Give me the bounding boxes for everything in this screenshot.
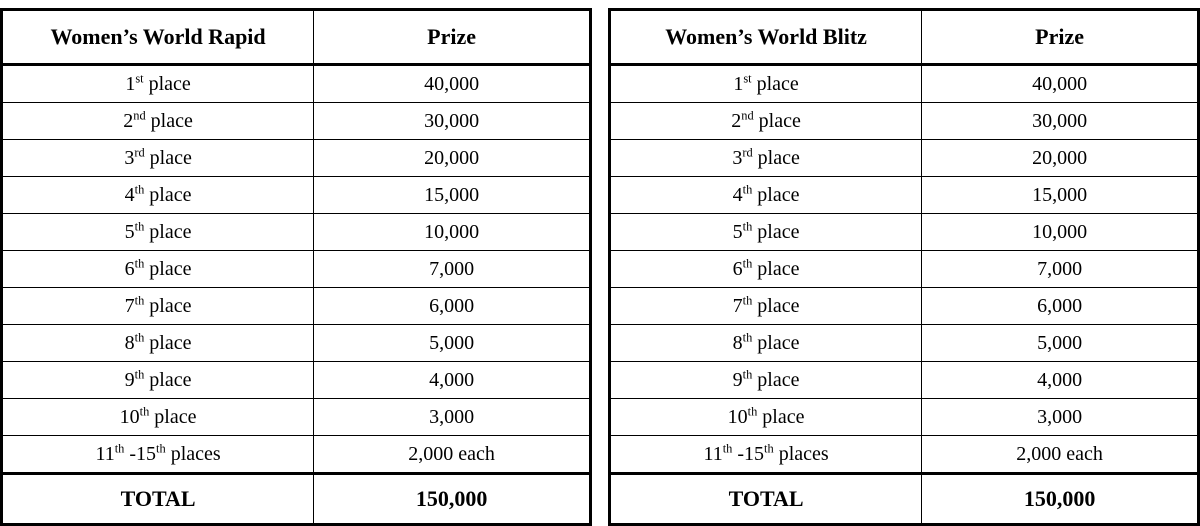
table-row bbox=[2, 251, 591, 288]
place-cell bbox=[610, 399, 922, 436]
womens-world-blitz-prize-table bbox=[608, 8, 1200, 526]
place-label: 1st place bbox=[733, 71, 799, 95]
place-label: 3rd place bbox=[124, 145, 192, 169]
table-row bbox=[2, 399, 591, 436]
prize-cell: 10,000 bbox=[314, 214, 591, 251]
prize-cell: 10,000 bbox=[922, 214, 1199, 251]
place-label: 7th place bbox=[124, 293, 192, 317]
place-cell bbox=[2, 436, 314, 474]
table-row bbox=[610, 140, 1199, 177]
prize-cell: 40,000 bbox=[922, 65, 1199, 103]
prize-cell: 2,000 each bbox=[314, 436, 591, 474]
place-cell bbox=[2, 140, 314, 177]
place-cell bbox=[610, 103, 922, 140]
prize-cell: 7,000 bbox=[922, 251, 1199, 288]
prize-cell: 20,000 bbox=[922, 140, 1199, 177]
place-cell bbox=[610, 140, 922, 177]
table-header bbox=[2, 10, 591, 65]
place-label: 6th place bbox=[732, 256, 800, 280]
table-row bbox=[2, 325, 591, 362]
place-label: 10th place bbox=[727, 404, 805, 428]
place-label: 9th place bbox=[124, 367, 192, 391]
place-label: 5th place bbox=[732, 219, 800, 243]
prize-cell: 3,000 bbox=[922, 399, 1199, 436]
prize-cell: 2,000 each bbox=[922, 436, 1199, 474]
rapid-table-footer bbox=[2, 474, 591, 525]
table-row bbox=[610, 436, 1199, 474]
header-prize: Prize bbox=[922, 10, 1199, 65]
place-label: 7th place bbox=[732, 293, 800, 317]
prize-cell: 15,000 bbox=[314, 177, 591, 214]
prize-cell: 30,000 bbox=[314, 103, 591, 140]
place-cell bbox=[610, 177, 922, 214]
total-label: TOTAL bbox=[2, 474, 314, 525]
prize-cell: 7,000 bbox=[314, 251, 591, 288]
place-cell bbox=[2, 251, 314, 288]
table-row bbox=[610, 288, 1199, 325]
place-cell bbox=[2, 325, 314, 362]
total-row bbox=[2, 474, 591, 525]
table-row bbox=[2, 288, 591, 325]
place-cell bbox=[2, 362, 314, 399]
place-cell bbox=[610, 65, 922, 103]
place-cell bbox=[610, 436, 922, 474]
place-cell bbox=[2, 214, 314, 251]
place-label: 10th place bbox=[119, 404, 197, 428]
table-row bbox=[610, 214, 1199, 251]
place-cell bbox=[2, 103, 314, 140]
prize-cell: 3,000 bbox=[314, 399, 591, 436]
prize-cell: 5,000 bbox=[922, 325, 1199, 362]
place-label: 11th -15th places bbox=[703, 441, 829, 465]
table-row bbox=[2, 362, 591, 399]
table-row bbox=[2, 436, 591, 474]
prize-cell: 40,000 bbox=[314, 65, 591, 103]
table-row bbox=[610, 177, 1199, 214]
table-row bbox=[610, 103, 1199, 140]
total-prize: 150,000 bbox=[314, 474, 591, 525]
place-cell bbox=[610, 251, 922, 288]
blitz-table-body bbox=[610, 65, 1199, 474]
rapid-table-wrapper bbox=[0, 8, 592, 526]
rapid-table-body bbox=[2, 65, 591, 474]
place-label: 6th place bbox=[124, 256, 192, 280]
header-prize: Prize bbox=[314, 10, 591, 65]
table-row bbox=[610, 325, 1199, 362]
header-place: Women’s World Rapid bbox=[2, 10, 314, 65]
place-cell bbox=[610, 325, 922, 362]
table-header bbox=[610, 10, 1199, 65]
table-row bbox=[610, 251, 1199, 288]
womens-world-rapid-prize-table bbox=[0, 8, 592, 526]
prize-cell: 4,000 bbox=[922, 362, 1199, 399]
table-row bbox=[2, 65, 591, 103]
table-row bbox=[610, 362, 1199, 399]
place-cell bbox=[610, 288, 922, 325]
prize-cell: 6,000 bbox=[314, 288, 591, 325]
place-label: 8th place bbox=[124, 330, 192, 354]
prize-cell: 5,000 bbox=[314, 325, 591, 362]
table-row bbox=[2, 140, 591, 177]
place-cell bbox=[2, 177, 314, 214]
place-label: 4th place bbox=[124, 182, 192, 206]
header-row bbox=[2, 10, 591, 65]
prize-cell: 15,000 bbox=[922, 177, 1199, 214]
table-row bbox=[610, 399, 1199, 436]
prize-cell: 6,000 bbox=[922, 288, 1199, 325]
blitz-table-wrapper bbox=[608, 8, 1200, 526]
place-label: 5th place bbox=[124, 219, 192, 243]
place-label: 2nd place bbox=[123, 108, 193, 132]
header-row bbox=[610, 10, 1199, 65]
place-label: 1st place bbox=[125, 71, 191, 95]
total-row bbox=[610, 474, 1199, 525]
prize-cell: 20,000 bbox=[314, 140, 591, 177]
table-row bbox=[2, 177, 591, 214]
total-label: TOTAL bbox=[610, 474, 922, 525]
place-label: 9th place bbox=[732, 367, 800, 391]
place-label: 8th place bbox=[732, 330, 800, 354]
place-cell bbox=[610, 214, 922, 251]
blitz-table-footer bbox=[610, 474, 1199, 525]
place-cell bbox=[2, 65, 314, 103]
place-label: 11th -15th places bbox=[95, 441, 221, 465]
place-cell bbox=[2, 399, 314, 436]
place-cell bbox=[2, 288, 314, 325]
header-place: Women’s World Blitz bbox=[610, 10, 922, 65]
place-cell bbox=[610, 362, 922, 399]
table-row bbox=[2, 103, 591, 140]
place-label: 3rd place bbox=[732, 145, 800, 169]
place-label: 4th place bbox=[732, 182, 800, 206]
prize-cell: 4,000 bbox=[314, 362, 591, 399]
total-prize: 150,000 bbox=[922, 474, 1199, 525]
table-row bbox=[2, 214, 591, 251]
place-label: 2nd place bbox=[731, 108, 801, 132]
table-row bbox=[610, 65, 1199, 103]
prize-cell: 30,000 bbox=[922, 103, 1199, 140]
